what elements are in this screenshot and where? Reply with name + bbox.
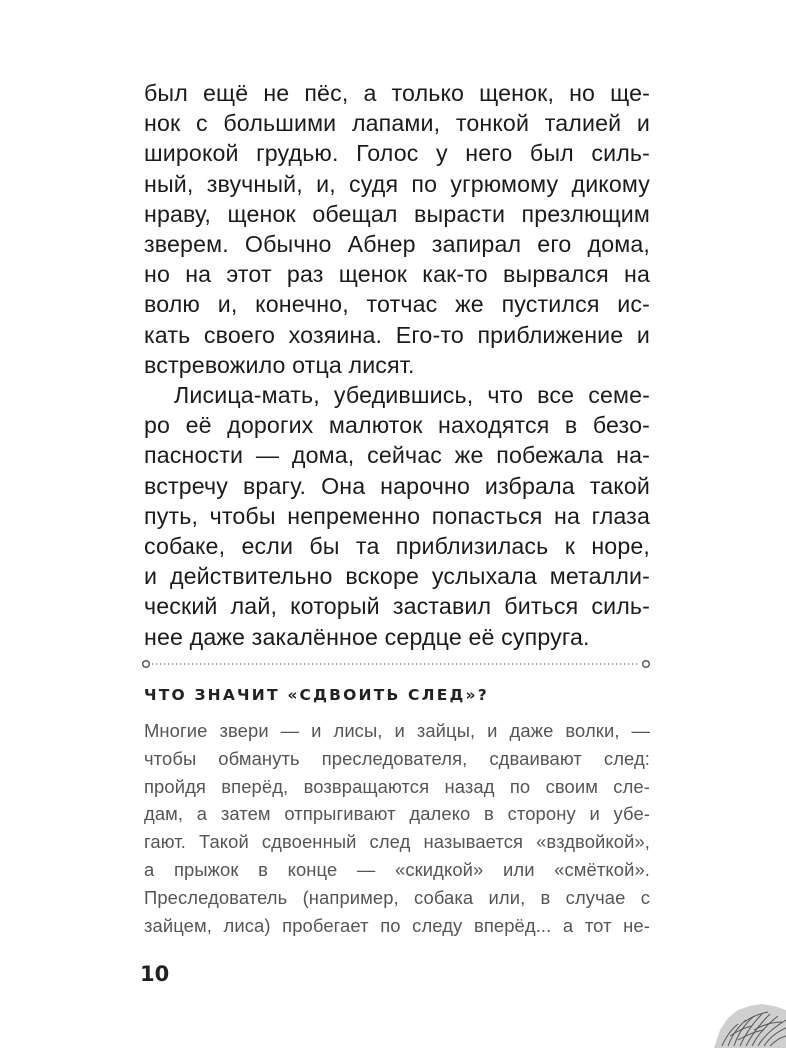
text-line: зверем. Обычно Абнер запирал его дома, [144, 231, 650, 258]
text-line: нок с большими лапами, тонкой талией и [144, 110, 650, 137]
info-line: чтобы обмануть преследователя, сдваивают след: [144, 747, 650, 769]
text-line: ро её дорогих малюток находятся в безо- [144, 412, 650, 439]
text-line: встречу врагу. Она нарочно избрала такой [144, 472, 650, 499]
info-line: зайцем, лиса) пробегает по следу вперёд... а тот не- [144, 914, 650, 936]
text-line: Лисица-мать, убедившись, что все семе- [174, 382, 650, 409]
info-line: а прыжок в конце — «скидкой» или «смёткой». [144, 858, 650, 880]
text-line: ный, звучный, и, судя по угрюмому дикому [144, 170, 650, 197]
text-line: кать своего хозяина. Его-то приближение и [144, 321, 650, 348]
page-number: 10 [140, 962, 170, 986]
text-line: нее даже закалённое сердце её супруга. [144, 623, 590, 650]
info-line: Преследователь (например, собака или, в случае с [144, 886, 650, 908]
info-box-heading: ЧТО ЗНАЧИТ «СДВОИТЬ СЛЕД»? [144, 686, 489, 704]
info-line: дам, а затем отпрыгивают далеко в сторону и убе- [144, 803, 650, 825]
info-line: пройдя вперёд, возвращаются назад по своим сле- [144, 775, 650, 797]
text-line: ческий лай, который заставил биться силь- [144, 593, 650, 620]
fur-texture-decoration [694, 1000, 786, 1048]
main-text-block [144, 78, 650, 652]
text-line: пасности — дома, сейчас же побежала на- [144, 442, 650, 469]
text-line: путь, чтобы непременно попасться на глаза [144, 502, 650, 529]
text-line: широкой грудью. Голос у него был силь- [144, 140, 650, 167]
text-line: и действительно вскоре услыхала металли- [144, 563, 650, 590]
info-line: Многие звери — и лисы, и зайцы, и даже волки, — [144, 720, 650, 741]
text-line: встревожило отца лисят. [144, 351, 415, 378]
text-line: нраву, щенок обещал вырасти презлющим [144, 200, 650, 227]
text-line: волю и, конечно, тотчас же пустился ис- [144, 291, 650, 318]
text-line: был ещё не пёс, а только щенок, но ще- [144, 80, 650, 106]
text-line: но на этот раз щенок как-то вырвался на [144, 261, 650, 288]
text-line: собаке, если бы та приблизилась к норе, [144, 533, 650, 560]
info-box-text [144, 717, 650, 939]
dotted-divider [140, 658, 652, 670]
info-line: гают. Такой сдвоенный след называется «вздвойкой», [144, 831, 650, 853]
